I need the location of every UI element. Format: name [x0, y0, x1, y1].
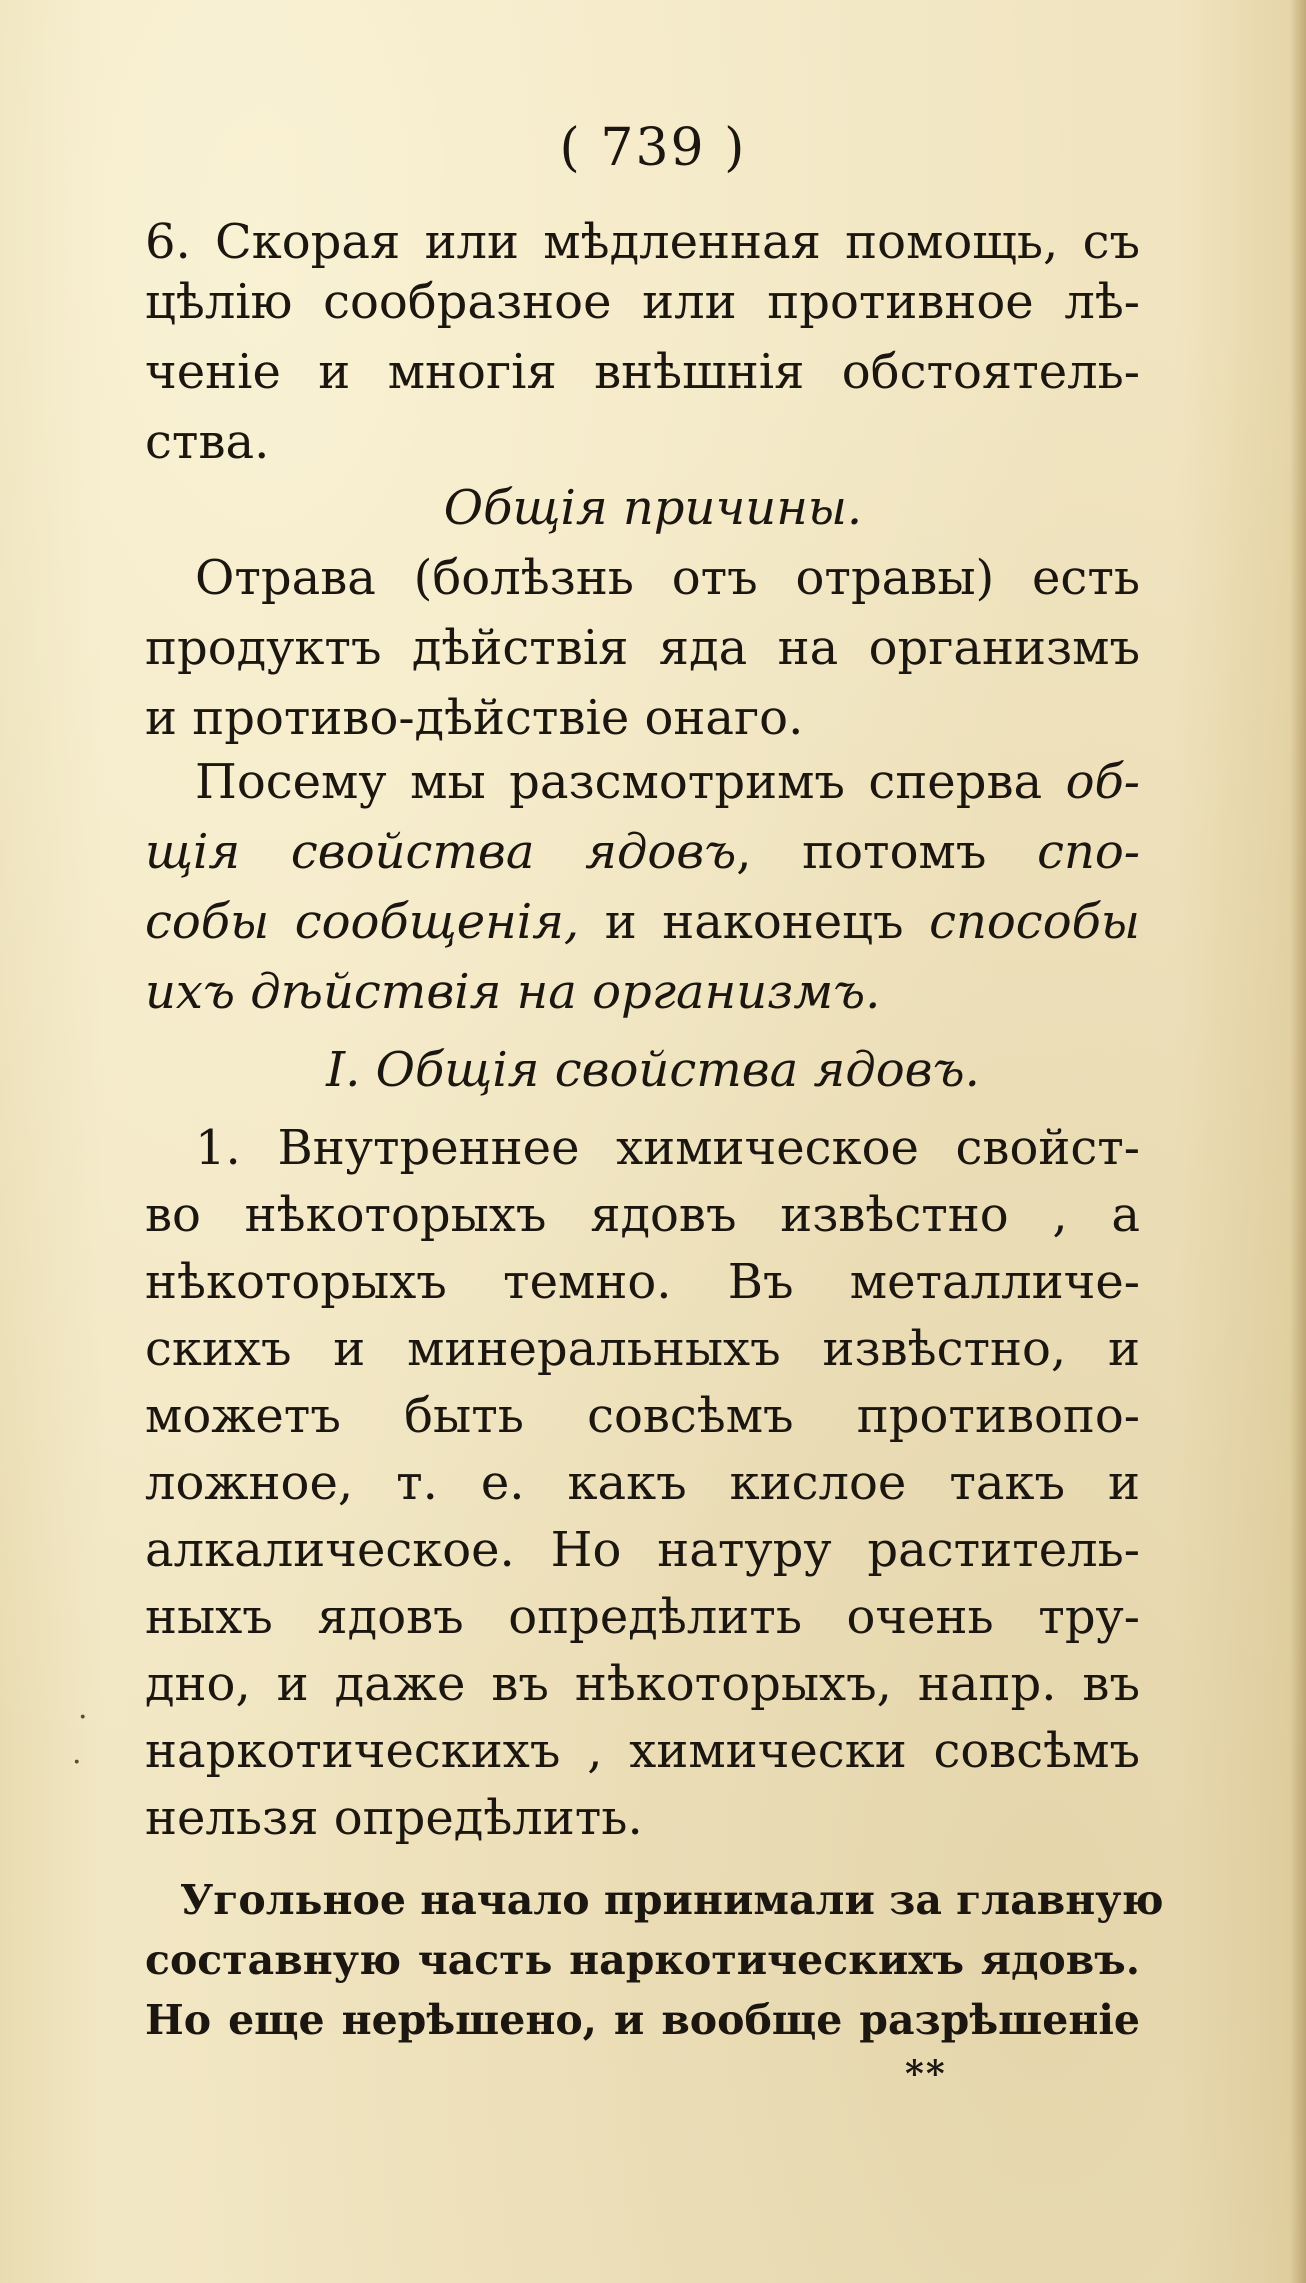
text-line: нельзя опредѣлить.	[145, 1790, 643, 1846]
text-line: 6. Скорая или мѣдленная помощь, съ	[145, 214, 1140, 270]
text-line: ства.	[145, 414, 270, 470]
text-line: дно, и даже въ нѣкоторыхъ, напр. въ	[145, 1656, 1140, 1712]
text-line: Отрава (болѣзнь отъ отравы) есть	[195, 550, 1140, 606]
italic-span: ихъ дѣйствія на организмъ.	[145, 964, 881, 1020]
text-line: 1. Внутреннее химическое свойст-	[195, 1120, 1140, 1176]
italic-span: щія свойства ядовъ	[145, 824, 737, 880]
text-span: , потомъ	[736, 824, 987, 880]
text-line: скихъ и минеральныхъ извѣстно, и	[145, 1321, 1140, 1377]
text-line: нѣкоторыхъ темно. Въ металличе-	[145, 1254, 1140, 1310]
text-line	[145, 962, 1140, 1022]
note-line: составную часть наркотическихъ ядовъ.	[145, 1936, 1140, 1984]
italic-span: способы	[929, 894, 1140, 950]
text-line: цѣлію сообразное или противное лѣ-	[145, 274, 1140, 330]
text-line: и противо-дѣйствіе онаго.	[145, 690, 804, 746]
italic-span: собы сообщенія,	[145, 894, 580, 950]
note-line: Но еще нерѣшено, и вообще разрѣшеніе	[145, 1996, 1140, 2044]
text-line	[195, 752, 1140, 812]
text-line: ченіе и многія внѣшнія обстоятель-	[145, 344, 1140, 400]
text-line: наркотическихъ , химически совсѣмъ	[145, 1723, 1140, 1779]
signature-mark: **	[905, 2053, 947, 2095]
italic-span: спо-	[1037, 824, 1141, 880]
text-span: и наконецъ	[604, 894, 904, 950]
text-line: ныхъ ядовъ опредѣлить очень тру-	[145, 1589, 1140, 1645]
page-edge-shadow	[1290, 0, 1306, 2283]
text-span: Посему мы разсмотримъ сперва	[195, 754, 1043, 810]
text-line: можетъ быть совсѣмъ противопо-	[145, 1388, 1140, 1444]
margin-speck: ·	[72, 1745, 82, 1780]
text-line: алкалическое. Но натуру раститель-	[145, 1522, 1140, 1578]
text-line	[145, 822, 1140, 882]
text-line: во нѣкоторыхъ ядовъ извѣстно , а	[145, 1187, 1140, 1243]
page-number: ( 739 )	[559, 118, 747, 178]
text-line: продуктъ дѣйствія яда на организмъ	[145, 620, 1140, 676]
text-line	[145, 892, 1140, 952]
section-heading: Общія причины.	[443, 480, 863, 536]
text-line: ложное, т. е. какъ кислое такъ и	[145, 1455, 1140, 1511]
margin-speck: ·	[78, 1700, 88, 1735]
note-line: Угольное начало принимали за главную	[180, 1876, 1164, 1924]
section-heading: I. Общія свойства ядовъ.	[326, 1042, 980, 1098]
italic-span: об-	[1065, 754, 1140, 810]
